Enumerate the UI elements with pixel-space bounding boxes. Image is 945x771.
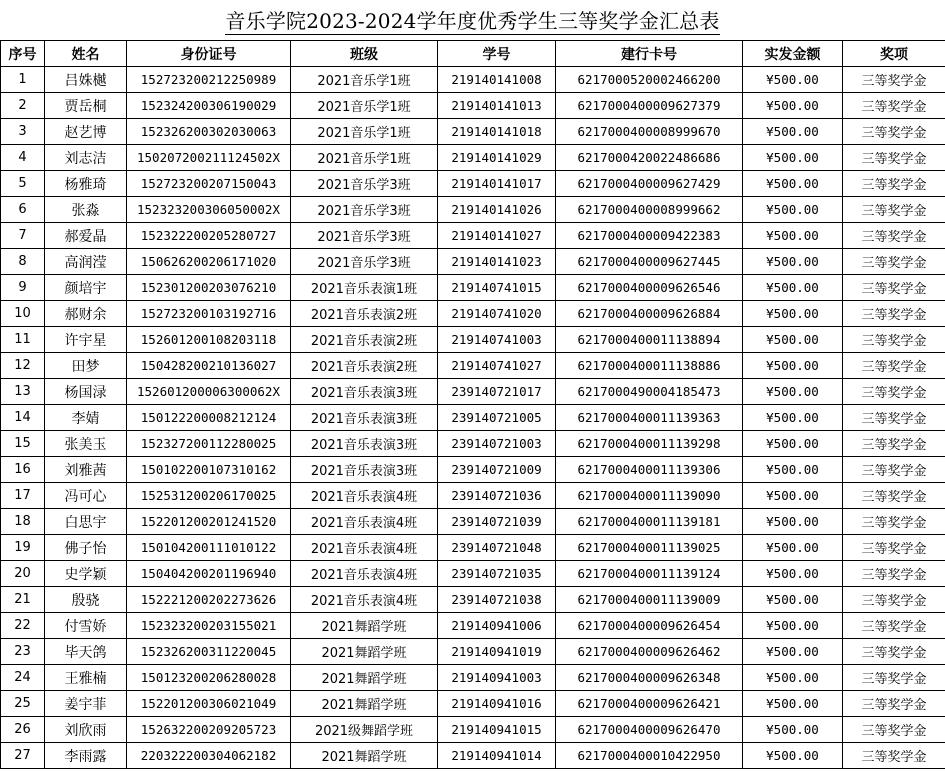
cell-bank-card: 6217000400011139124 [556, 561, 743, 587]
cell-name: 许宇星 [45, 327, 127, 353]
cell-student-id: 239140721003 [438, 431, 556, 457]
cell-bank-card: 6217000400011138886 [556, 353, 743, 379]
cell-amount: ¥500.00 [743, 197, 843, 223]
cell-award: 三等奖学金 [843, 119, 945, 145]
cell-id-number: 150123200206280028 [127, 665, 291, 691]
cell-class: 2021音乐表演4班 [291, 587, 438, 613]
cell-bank-card: 6217000400011139025 [556, 535, 743, 561]
cell-student-id: 219140141029 [438, 145, 556, 171]
cell-student-id: 219140941019 [438, 639, 556, 665]
cell-student-id: 239140721009 [438, 457, 556, 483]
header-award: 奖项 [843, 41, 945, 67]
header-name: 姓名 [45, 41, 127, 67]
cell-id-number: 220322200304062182 [127, 743, 291, 769]
cell-amount: ¥500.00 [743, 379, 843, 405]
header-bank-card: 建行卡号 [556, 41, 743, 67]
cell-index: 21 [1, 587, 45, 613]
table-row [1, 457, 945, 483]
cell-name: 李婧 [45, 405, 127, 431]
cell-index: 11 [1, 327, 45, 353]
cell-index: 7 [1, 223, 45, 249]
cell-bank-card: 6217000520002466200 [556, 67, 743, 93]
cell-bank-card: 6217000400009422383 [556, 223, 743, 249]
table-row [1, 145, 945, 171]
cell-student-id: 239140721005 [438, 405, 556, 431]
table-row [1, 743, 945, 769]
cell-bank-card: 6217000400010422950 [556, 743, 743, 769]
cell-index: 24 [1, 665, 45, 691]
table-row [1, 691, 945, 717]
cell-amount: ¥500.00 [743, 353, 843, 379]
cell-award: 三等奖学金 [843, 457, 945, 483]
cell-award: 三等奖学金 [843, 535, 945, 561]
cell-name: 颜培宇 [45, 275, 127, 301]
cell-amount: ¥500.00 [743, 483, 843, 509]
cell-award: 三等奖学金 [843, 223, 945, 249]
cell-name: 杨国渌 [45, 379, 127, 405]
cell-index: 10 [1, 301, 45, 327]
cell-bank-card: 6217000400011139181 [556, 509, 743, 535]
cell-name: 田梦 [45, 353, 127, 379]
cell-amount: ¥500.00 [743, 717, 843, 743]
cell-id-number: 150104200111010122 [127, 535, 291, 561]
cell-class: 2021舞蹈学班 [291, 665, 438, 691]
table-row [1, 67, 945, 93]
cell-id-number: 152324200306190029 [127, 93, 291, 119]
cell-student-id: 219140141013 [438, 93, 556, 119]
cell-award: 三等奖学金 [843, 249, 945, 275]
cell-name: 王雅楠 [45, 665, 127, 691]
cell-name: 杨雅琦 [45, 171, 127, 197]
cell-name: 赵艺博 [45, 119, 127, 145]
cell-student-id: 219140141026 [438, 197, 556, 223]
cell-id-number: 152723200212250989 [127, 67, 291, 93]
cell-id-number: 150102200107310162 [127, 457, 291, 483]
cell-award: 三等奖学金 [843, 587, 945, 613]
cell-amount: ¥500.00 [743, 535, 843, 561]
cell-class: 2021音乐学3班 [291, 249, 438, 275]
cell-amount: ¥500.00 [743, 405, 843, 431]
cell-bank-card: 6217000400009627379 [556, 93, 743, 119]
cell-index: 12 [1, 353, 45, 379]
cell-index: 8 [1, 249, 45, 275]
cell-award: 三等奖学金 [843, 197, 945, 223]
cell-class: 2021音乐学3班 [291, 197, 438, 223]
cell-class: 2021级舞蹈学班 [291, 717, 438, 743]
table-row [1, 665, 945, 691]
table-row [1, 197, 945, 223]
cell-index: 14 [1, 405, 45, 431]
cell-student-id: 219140141023 [438, 249, 556, 275]
cell-bank-card: 6217000400011139306 [556, 457, 743, 483]
cell-class: 2021音乐表演2班 [291, 327, 438, 353]
table-row [1, 509, 945, 535]
cell-student-id: 219140141027 [438, 223, 556, 249]
cell-name: 白思宇 [45, 509, 127, 535]
cell-id-number: 152201200306021049 [127, 691, 291, 717]
cell-amount: ¥500.00 [743, 275, 843, 301]
table-row [1, 587, 945, 613]
cell-amount: ¥500.00 [743, 145, 843, 171]
cell-index: 2 [1, 93, 45, 119]
cell-student-id: 239140721039 [438, 509, 556, 535]
cell-award: 三等奖学金 [843, 613, 945, 639]
table-row [1, 275, 945, 301]
cell-bank-card: 6217000400009626546 [556, 275, 743, 301]
header-amount: 实发金额 [743, 41, 843, 67]
cell-index: 17 [1, 483, 45, 509]
cell-award: 三等奖学金 [843, 691, 945, 717]
cell-class: 2021音乐表演4班 [291, 535, 438, 561]
cell-student-id: 219140941006 [438, 613, 556, 639]
cell-class: 2021音乐表演3班 [291, 431, 438, 457]
table-row [1, 301, 945, 327]
cell-id-number: 152632200209205723 [127, 717, 291, 743]
cell-award: 三等奖学金 [843, 353, 945, 379]
cell-amount: ¥500.00 [743, 93, 843, 119]
cell-award: 三等奖学金 [843, 145, 945, 171]
cell-amount: ¥500.00 [743, 301, 843, 327]
cell-class: 2021舞蹈学班 [291, 639, 438, 665]
cell-index: 6 [1, 197, 45, 223]
cell-student-id: 239140721035 [438, 561, 556, 587]
cell-id-number: 152327200112280025 [127, 431, 291, 457]
cell-student-id: 239140721038 [438, 587, 556, 613]
cell-bank-card: 6217000490004185473 [556, 379, 743, 405]
cell-amount: ¥500.00 [743, 743, 843, 769]
cell-amount: ¥500.00 [743, 249, 843, 275]
cell-award: 三等奖学金 [843, 639, 945, 665]
cell-name: 冯可心 [45, 483, 127, 509]
cell-index: 20 [1, 561, 45, 587]
cell-student-id: 219140741020 [438, 301, 556, 327]
cell-class: 2021音乐表演3班 [291, 405, 438, 431]
cell-name: 佛子怡 [45, 535, 127, 561]
table-row [1, 535, 945, 561]
cell-amount: ¥500.00 [743, 665, 843, 691]
cell-id-number: 152322200205280727 [127, 223, 291, 249]
cell-class: 2021音乐表演3班 [291, 379, 438, 405]
cell-bank-card: 6217000400011139363 [556, 405, 743, 431]
cell-award: 三等奖学金 [843, 717, 945, 743]
cell-amount: ¥500.00 [743, 639, 843, 665]
cell-index: 1 [1, 67, 45, 93]
cell-id-number: 150428200210136027 [127, 353, 291, 379]
cell-student-id: 219140941014 [438, 743, 556, 769]
table-row [1, 639, 945, 665]
table-row [1, 483, 945, 509]
cell-student-id: 239140721048 [438, 535, 556, 561]
cell-amount: ¥500.00 [743, 691, 843, 717]
table-row [1, 327, 945, 353]
cell-bank-card: 6217000400009626470 [556, 717, 743, 743]
cell-index: 27 [1, 743, 45, 769]
cell-name: 史学颖 [45, 561, 127, 587]
cell-index: 18 [1, 509, 45, 535]
cell-amount: ¥500.00 [743, 119, 843, 145]
cell-name: 张美玉 [45, 431, 127, 457]
cell-student-id: 219140941016 [438, 691, 556, 717]
cell-name: 贾岳桐 [45, 93, 127, 119]
cell-bank-card: 6217000400009626462 [556, 639, 743, 665]
table-row [1, 171, 945, 197]
table-row [1, 119, 945, 145]
cell-student-id: 219140141017 [438, 171, 556, 197]
cell-amount: ¥500.00 [743, 67, 843, 93]
cell-award: 三等奖学金 [843, 301, 945, 327]
cell-bank-card: 6217000400011139298 [556, 431, 743, 457]
cell-class: 2021音乐表演3班 [291, 457, 438, 483]
cell-id-number: 152723200103192716 [127, 301, 291, 327]
header-index: 序号 [1, 41, 45, 67]
cell-class: 2021舞蹈学班 [291, 613, 438, 639]
cell-award: 三等奖学金 [843, 405, 945, 431]
cell-bank-card: 6217000400009627445 [556, 249, 743, 275]
cell-index: 19 [1, 535, 45, 561]
cell-student-id: 219140741027 [438, 353, 556, 379]
cell-award: 三等奖学金 [843, 561, 945, 587]
cell-id-number: 150207200211124502X [127, 145, 291, 171]
cell-bank-card: 6217000400008999662 [556, 197, 743, 223]
cell-index: 3 [1, 119, 45, 145]
cell-class: 2021音乐学3班 [291, 223, 438, 249]
cell-id-number: 152221200202273626 [127, 587, 291, 613]
cell-bank-card: 6217000400009626421 [556, 691, 743, 717]
cell-index: 25 [1, 691, 45, 717]
cell-name: 张淼 [45, 197, 127, 223]
header-row [1, 41, 945, 67]
cell-id-number: 150626200206171020 [127, 249, 291, 275]
cell-award: 三等奖学金 [843, 67, 945, 93]
cell-award: 三等奖学金 [843, 743, 945, 769]
cell-award: 三等奖学金 [843, 509, 945, 535]
cell-bank-card: 6217000400009626348 [556, 665, 743, 691]
cell-amount: ¥500.00 [743, 327, 843, 353]
cell-class: 2021音乐表演4班 [291, 509, 438, 535]
cell-bank-card: 6217000400009626454 [556, 613, 743, 639]
cell-class: 2021音乐学1班 [291, 119, 438, 145]
cell-index: 9 [1, 275, 45, 301]
cell-amount: ¥500.00 [743, 223, 843, 249]
cell-name: 付雪娇 [45, 613, 127, 639]
table-row [1, 431, 945, 457]
header-student-id: 学号 [438, 41, 556, 67]
cell-class: 2021舞蹈学班 [291, 691, 438, 717]
cell-id-number: 152323200306050002X [127, 197, 291, 223]
cell-id-number: 152531200206170025 [127, 483, 291, 509]
cell-id-number: 150404200201196940 [127, 561, 291, 587]
cell-student-id: 239140721036 [438, 483, 556, 509]
cell-award: 三等奖学金 [843, 431, 945, 457]
cell-bank-card: 6217000400011139090 [556, 483, 743, 509]
cell-class: 2021音乐表演2班 [291, 301, 438, 327]
table-row [1, 379, 945, 405]
cell-id-number: 152723200207150043 [127, 171, 291, 197]
cell-award: 三等奖学金 [843, 275, 945, 301]
cell-name: 殷骁 [45, 587, 127, 613]
cell-name: 刘雅茜 [45, 457, 127, 483]
cell-award: 三等奖学金 [843, 483, 945, 509]
cell-name: 姜宇菲 [45, 691, 127, 717]
cell-name: 吕姝樾 [45, 67, 127, 93]
cell-id-number: 152323200203155021 [127, 613, 291, 639]
cell-class: 2021音乐学1班 [291, 67, 438, 93]
cell-bank-card: 6217000400009626884 [556, 301, 743, 327]
cell-bank-card: 6217000400011138894 [556, 327, 743, 353]
cell-amount: ¥500.00 [743, 457, 843, 483]
header-id-number: 身份证号 [127, 41, 291, 67]
cell-student-id: 219140741015 [438, 275, 556, 301]
cell-index: 16 [1, 457, 45, 483]
table-row [1, 561, 945, 587]
table-row [1, 717, 945, 743]
cell-id-number: 152201200201241520 [127, 509, 291, 535]
cell-id-number: 150122200008212124 [127, 405, 291, 431]
cell-bank-card: 6217000420022486686 [556, 145, 743, 171]
cell-id-number: 152326200311220045 [127, 639, 291, 665]
scholarship-table [0, 40, 945, 769]
table-row [1, 613, 945, 639]
cell-award: 三等奖学金 [843, 327, 945, 353]
cell-name: 刘志洁 [45, 145, 127, 171]
table-row [1, 249, 945, 275]
cell-award: 三等奖学金 [843, 93, 945, 119]
cell-class: 2021舞蹈学班 [291, 743, 438, 769]
cell-id-number: 152601200108203118 [127, 327, 291, 353]
table-body [1, 67, 945, 769]
cell-class: 2021音乐表演4班 [291, 561, 438, 587]
title-text: 音乐学院2023-2024学年度优秀学生三等奖学金汇总表 [225, 9, 720, 33]
cell-name: 刘欣雨 [45, 717, 127, 743]
cell-amount: ¥500.00 [743, 431, 843, 457]
cell-student-id: 219140741003 [438, 327, 556, 353]
cell-name: 高润滢 [45, 249, 127, 275]
cell-index: 26 [1, 717, 45, 743]
cell-index: 13 [1, 379, 45, 405]
cell-name: 郝财余 [45, 301, 127, 327]
table-row [1, 223, 945, 249]
cell-amount: ¥500.00 [743, 509, 843, 535]
cell-class: 2021音乐学3班 [291, 171, 438, 197]
cell-id-number: 152326200302030063 [127, 119, 291, 145]
table-row [1, 353, 945, 379]
cell-index: 23 [1, 639, 45, 665]
cell-name: 毕天鸽 [45, 639, 127, 665]
cell-student-id: 239140721017 [438, 379, 556, 405]
cell-student-id: 219140941015 [438, 717, 556, 743]
header-class: 班级 [291, 41, 438, 67]
cell-award: 三等奖学金 [843, 171, 945, 197]
cell-name: 李雨露 [45, 743, 127, 769]
cell-class: 2021音乐表演4班 [291, 483, 438, 509]
cell-student-id: 219140141008 [438, 67, 556, 93]
cell-name: 郝爱晶 [45, 223, 127, 249]
cell-award: 三等奖学金 [843, 665, 945, 691]
cell-amount: ¥500.00 [743, 613, 843, 639]
cell-class: 2021音乐表演2班 [291, 353, 438, 379]
cell-student-id: 219140141018 [438, 119, 556, 145]
cell-index: 4 [1, 145, 45, 171]
cell-student-id: 219140941003 [438, 665, 556, 691]
cell-index: 22 [1, 613, 45, 639]
cell-class: 2021音乐表演1班 [291, 275, 438, 301]
page-title [0, 4, 945, 38]
cell-bank-card: 6217000400011139009 [556, 587, 743, 613]
table-row [1, 93, 945, 119]
table-row [1, 405, 945, 431]
cell-bank-card: 6217000400009627429 [556, 171, 743, 197]
cell-amount: ¥500.00 [743, 587, 843, 613]
cell-index: 5 [1, 171, 45, 197]
cell-bank-card: 6217000400008999670 [556, 119, 743, 145]
cell-amount: ¥500.00 [743, 561, 843, 587]
cell-class: 2021音乐学1班 [291, 145, 438, 171]
cell-id-number: 152301200203076210 [127, 275, 291, 301]
cell-id-number: 152601200006300062X [127, 379, 291, 405]
cell-class: 2021音乐学1班 [291, 93, 438, 119]
cell-award: 三等奖学金 [843, 379, 945, 405]
cell-amount: ¥500.00 [743, 171, 843, 197]
cell-index: 15 [1, 431, 45, 457]
